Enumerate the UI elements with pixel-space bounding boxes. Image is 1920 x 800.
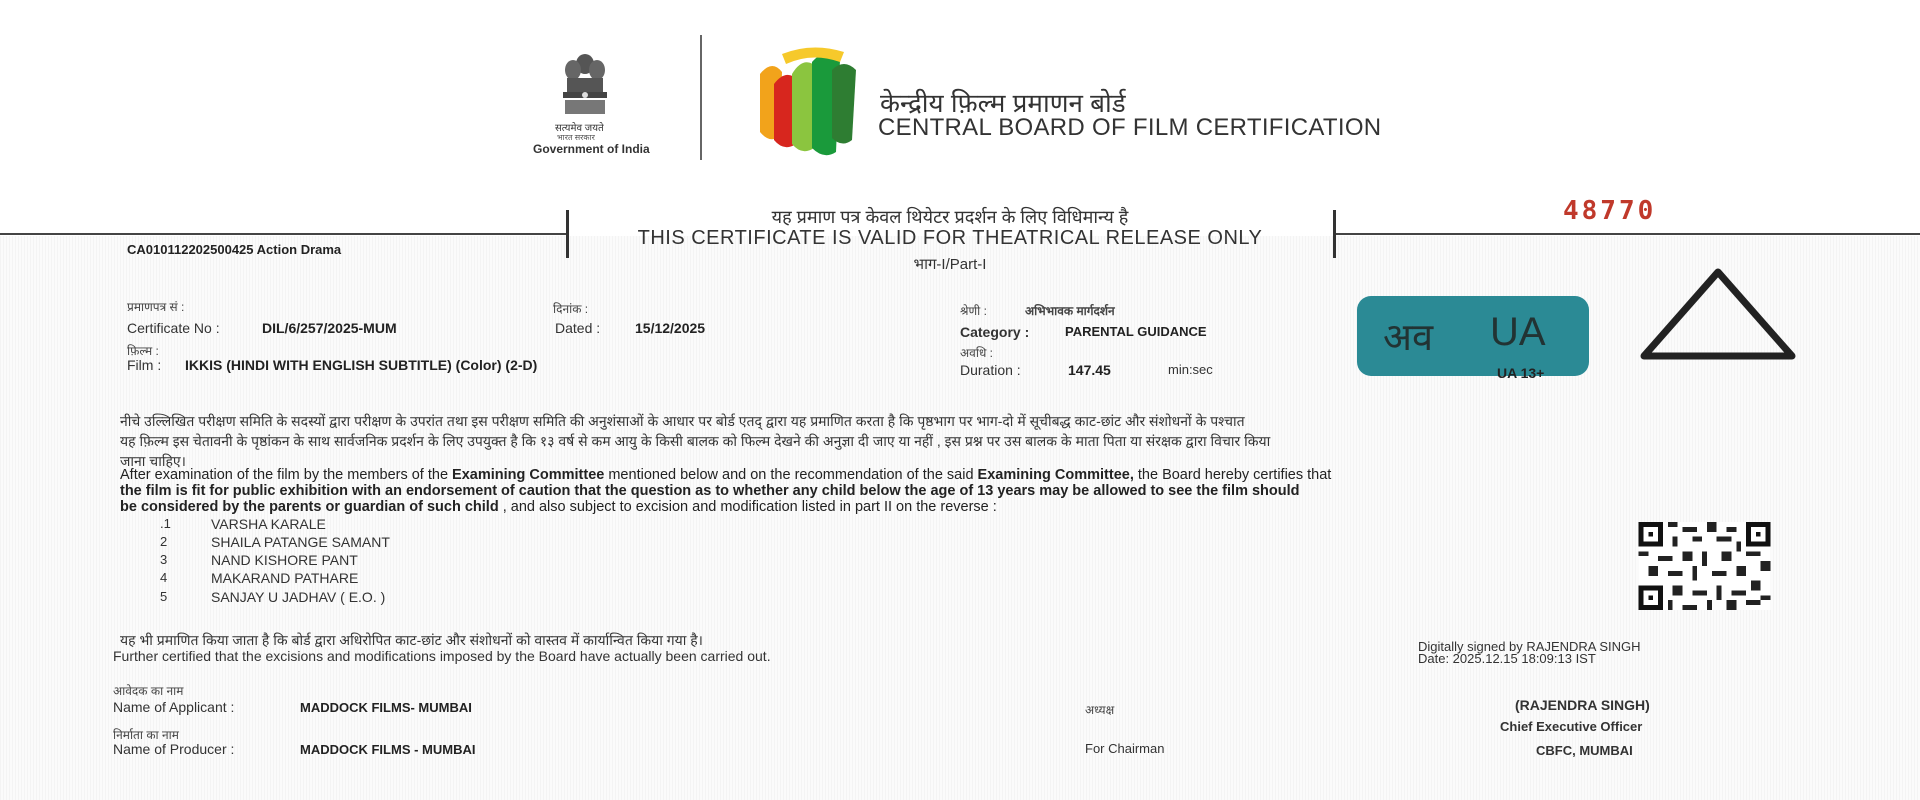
body-english-line-2: the film is fit for public exhibition with an endorsement of caution that the question as to whether any child below the age of 13 years may be allowed to see the film should	[120, 483, 1300, 499]
category-value: PARENTAL GUIDANCE	[1065, 324, 1207, 339]
applicant-label: Name of Applicant :	[113, 699, 235, 715]
category-hindi-label: श्रेणी :	[960, 304, 987, 318]
board-name-english: CENTRAL BOARD OF FILM CERTIFICATION	[878, 114, 1382, 141]
body-hindi-line-1: नीचे उल्लिखित परीक्षण समिति के सदस्यों द्वारा परीक्षण के उपरांत तथा इस परीक्षण समिति की अनुशंसाओं के आधार पर बोर्ड एतद् द्वारा यह प्रमाणित करता है कि पृष्ठभाग पर भाग-दो में सूचीबद्ध काट-छांट और संशोधनों के पश्चात	[120, 413, 1245, 429]
digital-signature-line-1: Digitally signed by RAJENDRA SINGH	[1418, 639, 1641, 654]
member-name: NAND KISHORE PANT	[211, 552, 358, 568]
producer-hindi: निर्माता का नाम	[113, 728, 179, 742]
duration-value: 147.45	[1068, 362, 1111, 378]
validity-hindi: यह प्रमाण पत्र केवल थियेटर प्रदर्शन के लिए विधिमान्य है	[771, 207, 1129, 227]
dated-value: 15/12/2025	[635, 320, 706, 336]
duration-label: Duration :	[960, 362, 1021, 378]
body-hindi-line-2: यह फ़िल्म इस चेतावनी के पृष्ठांकन के साथ सार्वजनिक प्रदर्शन के लिए उपयुक्त है कि १३ वर्ष से कम आयु के किसी बालक को फिल्म देखने की अनुज्ञा दी जाए या नहीं , इस प्रश्न पर उस बालक के माता पिता या संरक्षक द्वारा विचार किया	[120, 433, 1271, 449]
duration-hindi: अवधि :	[960, 346, 993, 360]
band-bar-left	[566, 210, 569, 258]
further-certified-english: Further certified that the excisions and modifications imposed by the Board have actually been carried out.	[113, 648, 771, 664]
serial-number: 48770	[1563, 196, 1657, 226]
qr-code-icon	[1637, 522, 1772, 610]
member-name: VARSHA KARALE	[211, 516, 326, 532]
band-bar-right	[1333, 210, 1336, 258]
satyamev-jayate: सत्यमेव जयते	[555, 123, 604, 134]
film-value: IKKIS (HINDI WITH ENGLISH SUBTITLE) (Color) (2-D)	[185, 357, 538, 373]
member-number: .1	[160, 516, 171, 531]
cert-no-value: DIL/6/257/2025-MUM	[262, 320, 397, 336]
member-number: 3	[160, 552, 168, 567]
cbfc-logo-icon	[752, 44, 862, 159]
film-label: Film :	[127, 357, 162, 373]
cert-no-hindi: प्रमाणपत्र सं :	[127, 300, 185, 314]
dated-hindi: दिनांक :	[553, 302, 589, 316]
rating-hindi: अव	[1383, 317, 1434, 359]
member-number: 4	[160, 570, 168, 585]
member-name: SHAILA PATANGE SAMANT	[211, 534, 390, 550]
validity-part: भाग-I/Part-I	[913, 256, 987, 273]
certificate-id-line: CA010112202500425 Action Drama	[127, 242, 342, 257]
duration-unit: min:sec	[1168, 362, 1213, 377]
dated-label: Dated :	[555, 320, 601, 336]
board-name-hindi: केन्द्रीय फ़िल्म प्रमाणन बोर्ड	[880, 88, 1126, 118]
validity-english: THIS CERTIFICATE IS VALID FOR THEATRICAL RELEASE ONLY	[637, 227, 1263, 249]
triangle-symbol-icon	[1638, 266, 1798, 362]
body-english-line-1: After examination of the film by the members of the Examining Committee mentioned below and on the recommendation of the said Examining Committee, the Board hereby certifies that	[120, 467, 1332, 483]
signatory-office: CBFC, MUMBAI	[1536, 743, 1633, 758]
category-hindi-value: अभिभावक मार्गदर्शन	[1025, 304, 1115, 318]
rating-sub: UA 13+	[1497, 365, 1545, 381]
signatory-name: (RAJENDRA SINGH)	[1515, 697, 1650, 713]
applicant-value: MADDOCK FILMS- MUMBAI	[300, 700, 472, 715]
rule-left	[0, 233, 568, 235]
signatory-title: Chief Executive Officer	[1500, 719, 1643, 734]
rating-code: UA	[1490, 310, 1546, 354]
chairman-hindi: अध्यक्ष	[1085, 703, 1115, 717]
further-certified-hindi: यह भी प्रमाणित किया जाता है कि बोर्ड द्वारा अधिरोपित काट-छांट और संशोधनों को वास्तव में कार्यान्वित किया गया है।	[120, 632, 703, 648]
applicant-hindi: आवेदक का नाम	[113, 684, 184, 698]
cert-no-label: Certificate No :	[127, 320, 220, 336]
chairman-label: For Chairman	[1085, 741, 1165, 756]
producer-value: MADDOCK FILMS - MUMBAI	[300, 742, 476, 757]
bharat-sarkar: भारत सरकार	[557, 133, 595, 142]
category-label: Category :	[960, 324, 1030, 340]
header-divider	[700, 35, 702, 160]
film-hindi: फ़िल्म :	[127, 344, 159, 358]
producer-label: Name of Producer :	[113, 741, 235, 757]
member-number: 5	[160, 589, 168, 604]
government-of-india: Government of India	[533, 142, 650, 156]
body-english-line-3: be considered by the parents or guardian of such child , and also subject to excision and modification listed in part II on the reverse :	[120, 499, 997, 515]
body-hindi-line-3: जाना चाहिए।	[120, 453, 186, 469]
member-name: MAKARAND PATHARE	[211, 570, 359, 586]
rule-right	[1335, 233, 1920, 235]
national-emblem-icon	[555, 50, 615, 120]
digital-signature-line-2: Date: 2025.12.15 18:09:13 IST	[1418, 651, 1596, 666]
member-name: SANJAY U JADHAV ( E.O. )	[211, 589, 386, 605]
member-number: 2	[160, 534, 168, 549]
